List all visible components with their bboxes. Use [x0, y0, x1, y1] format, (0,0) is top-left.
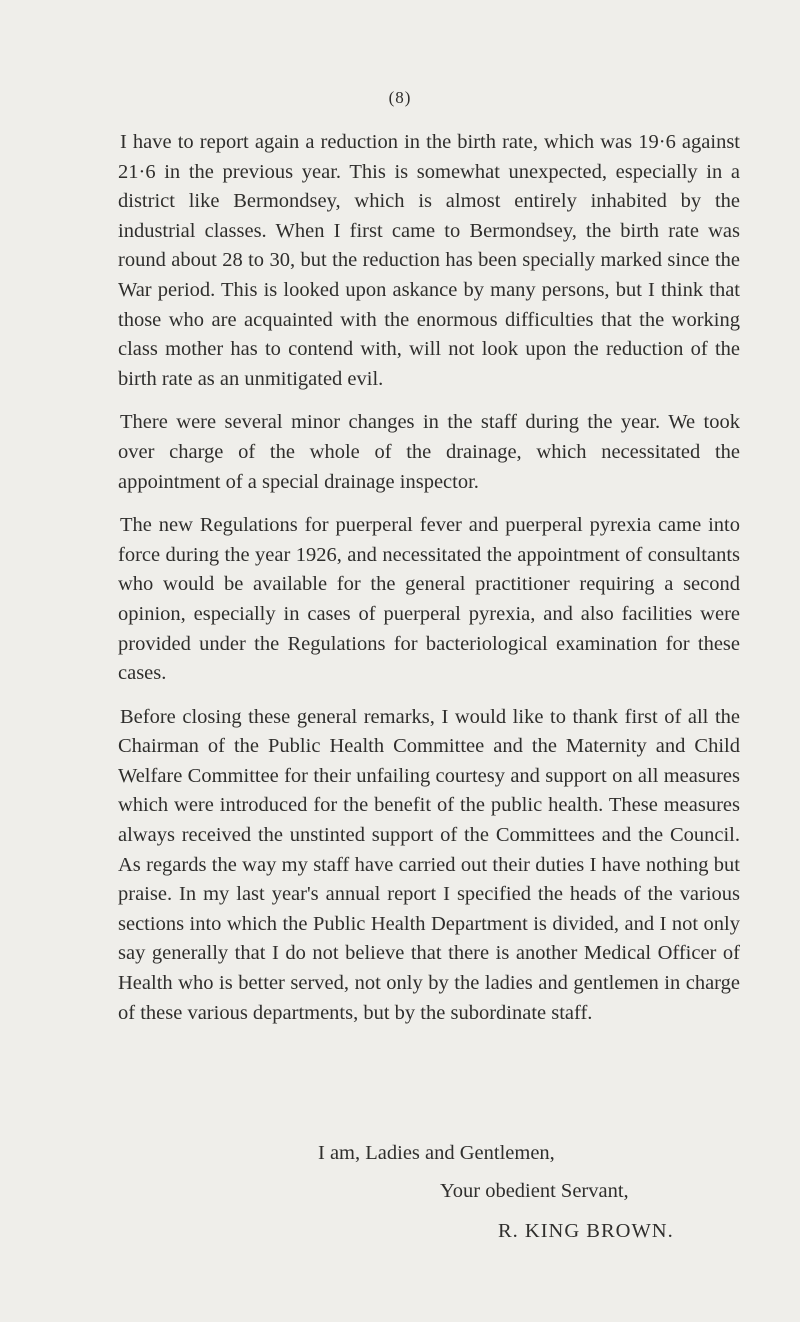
- paragraph-birth-rate: I have to report again a reduction in the birth rate, which was 19·6 against 21·6 in the previous year. This is somewhat unexpected, especially in a district like Bermondsey, which is almost entirely inhabited by the industrial classes. When I first came to Bermondsey, the birth rate was round about 28 to 30, but the reduction has been specially marked since the War period. This is looked upon askance by many persons, but I think that those who are acquainted with the enormous difficulties that the working class mother has to contend with, will not look upon the reduction of the birth rate as an unmitigated evil.: [118, 131, 740, 390]
- signature-name: R. KING BROWN.: [498, 1220, 674, 1242]
- page-number: (8): [388, 88, 412, 107]
- closing-salutation: I am, Ladies and Gentlemen,: [318, 1142, 555, 1164]
- paragraph-regulations: The new Regulations for puerperal fever and puerperal pyrexia came into force during the year 1926, and necessitated the appointment of consultants who would be available for the general practitioner requiring a second opinion, especially in cases of puerperal pyrexia, and also facilities were provided under the Regulations for bacteriological examination for these cases.: [118, 514, 740, 685]
- closing-valediction: Your obedient Servant,: [440, 1180, 629, 1202]
- paragraph-staff-changes: There were several minor changes in the staff during the year. We took over charge of the whole of the drainage, which necessitated the appointment of a special drainage inspector.: [118, 411, 740, 493]
- paragraph-acknowledgements: Before closing these general remarks, I would like to thank first of all the Chairman of the Public Health Committee and the Maternity and Child Welfare Committee for their unfailing courtesy and support on all measures which were introduced for the benefit of the public health. These measures always received the unstinted support of the Committees and the Council. As regards the way my staff have carried out their duties I have nothing but praise. In my last year's annual report I specified the heads of the various sections into which the Public Health Department is divided, and I not only say generally that I do not believe that there is another Medical Officer of Health who is better served, not only by the ladies and gentlemen in charge of these various departments, but by the subordinate staff.: [118, 705, 740, 1024]
- letter-body: [118, 128, 740, 1042]
